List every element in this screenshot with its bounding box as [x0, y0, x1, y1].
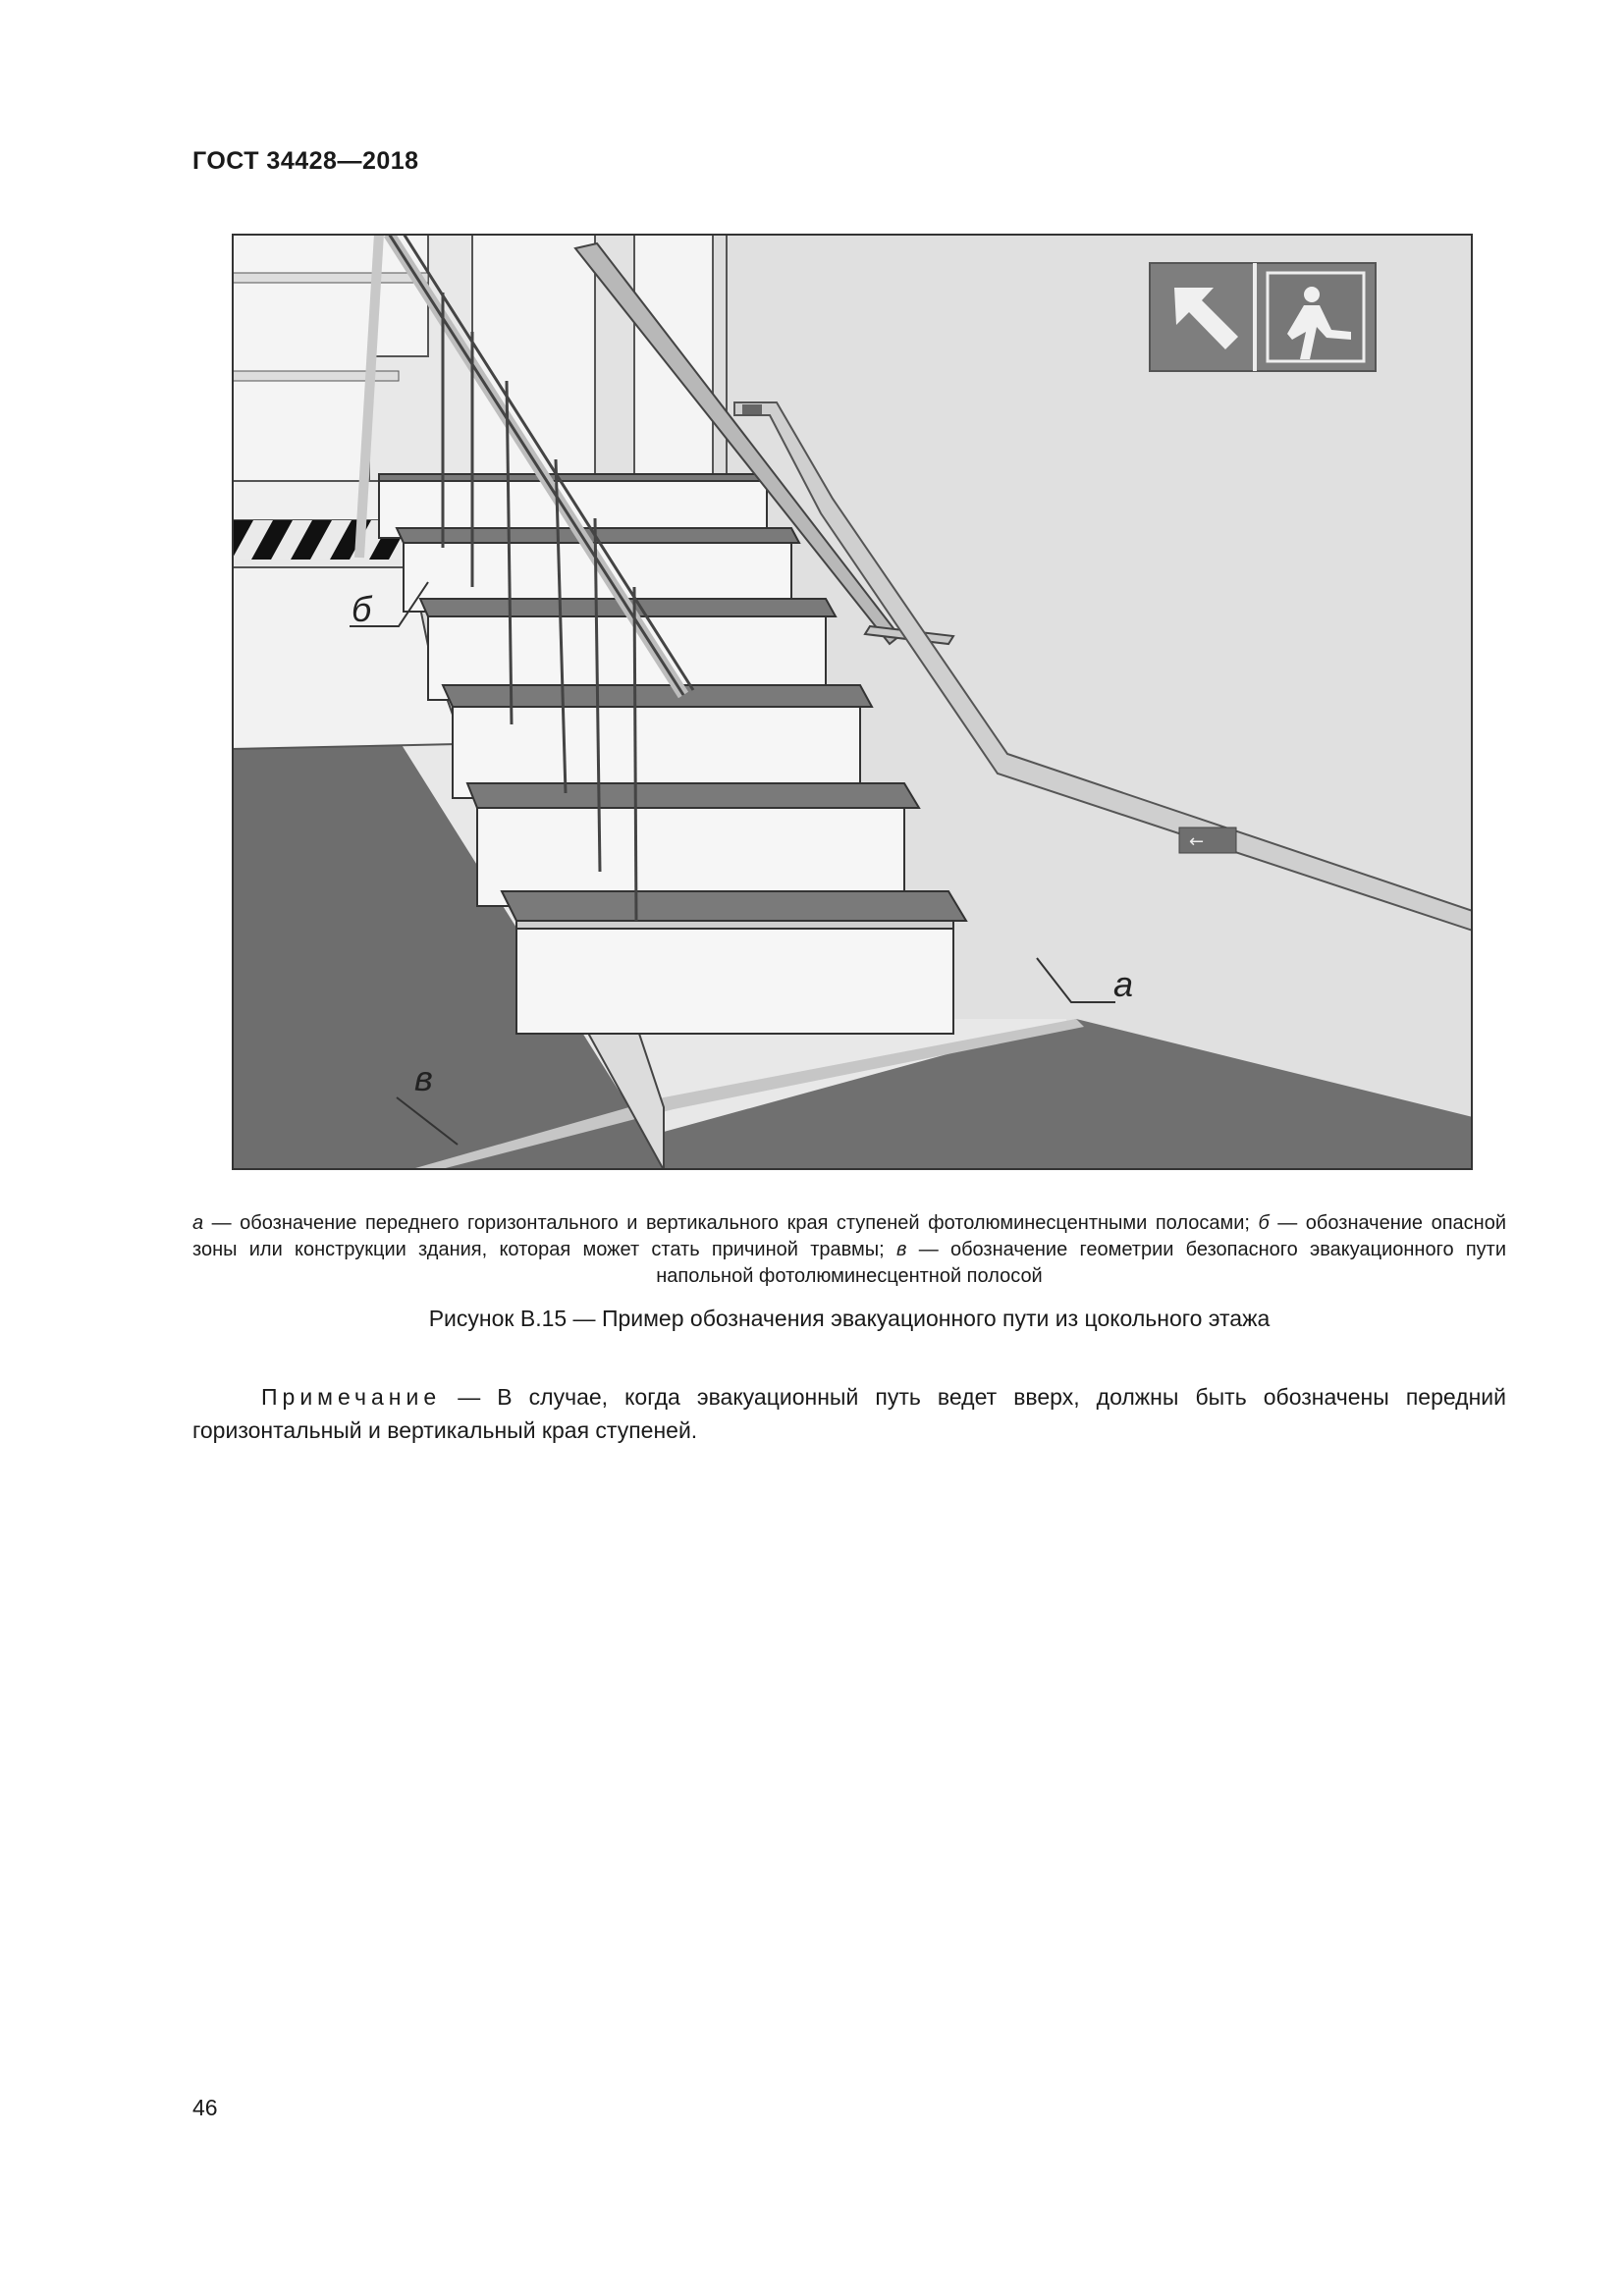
legend-text-b: — обозначение опасной зоны или конструкции здания, которая может стать причиной травмы;: [192, 1212, 1506, 1260]
small-exit-sign-icon: [742, 404, 762, 414]
staircase-drawing: [232, 234, 1473, 1170]
wall-exit-sign-icon: [1179, 828, 1236, 853]
document-header: ГОСТ 34428—2018: [192, 147, 419, 175]
figure-title: Рисунок В.15 — Пример обозначения эвакуационного пути из цокольного этажа: [428, 1306, 1271, 1331]
note-paragraph: [192, 1380, 1506, 1447]
legend-key-b: б: [1258, 1212, 1270, 1234]
figure-legend: [192, 1210, 1506, 1290]
legend-key-a: а: [192, 1212, 204, 1234]
figure-illustration: [232, 234, 1473, 1170]
note-label: Примечание: [261, 1384, 442, 1410]
svg-text:←: ←: [1189, 831, 1205, 852]
exit-sign-icon: [1150, 263, 1376, 371]
note-text: — В случае, когда эвакуационный путь ведет вверх, должны быть обозначены передний горизонтальный и вертикальный края ступеней.: [192, 1384, 1506, 1443]
legend-text-a: — обозначение переднего горизонтального и вертикального края ступеней фотолюминесцентными полосами;: [203, 1212, 1259, 1234]
legend-key-v: в: [895, 1239, 907, 1260]
figure-label-v: в: [414, 1058, 433, 1098]
legend-text-v: — обозначение геометрии безопасного эвакуационного пути напольной фотолюминесцентной полосой: [656, 1239, 1507, 1287]
figure-label-a: а: [1113, 964, 1134, 1004]
page-number: 46: [192, 2095, 218, 2120]
figure-label-b: б: [352, 589, 372, 629]
